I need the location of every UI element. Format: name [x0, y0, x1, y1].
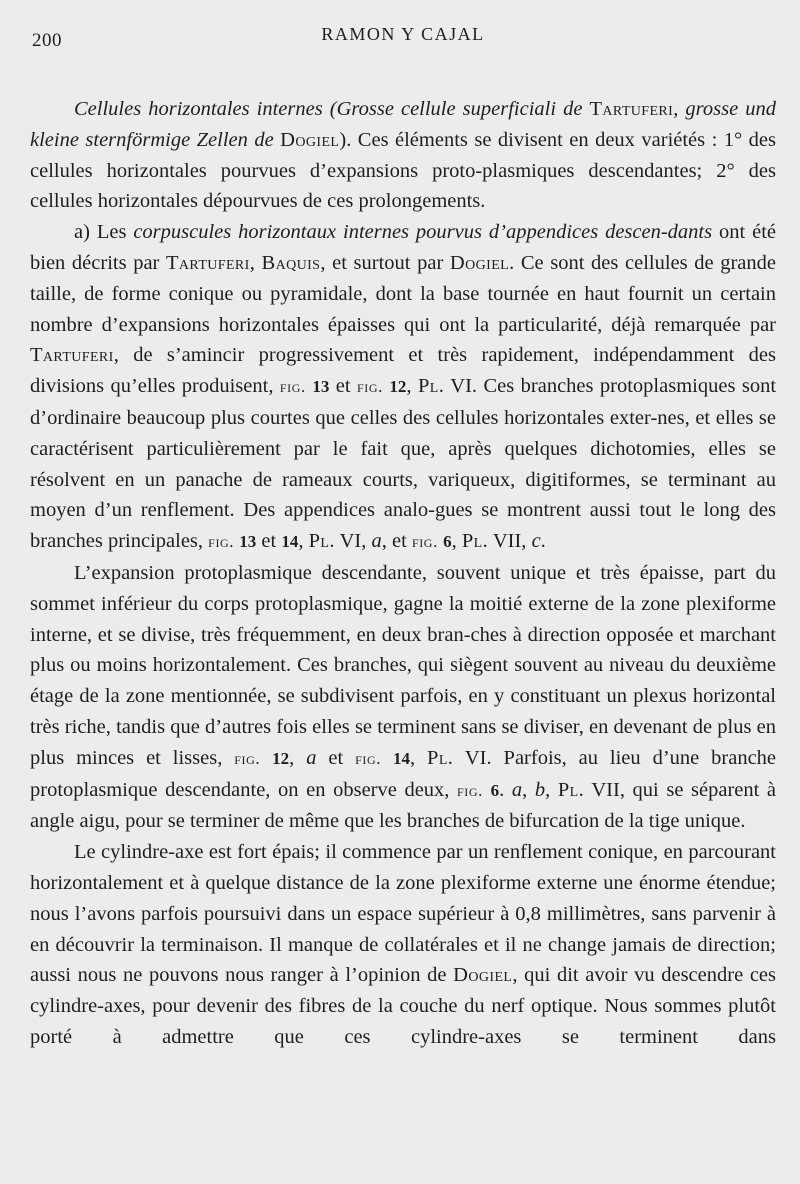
figure-number: 12 [272, 748, 290, 768]
text-run: a) Les [74, 221, 134, 244]
figure-number: 14 [281, 532, 299, 552]
text-run: , [522, 778, 535, 801]
text-run: , [249, 251, 262, 274]
plate-reference: Pl. [427, 746, 454, 769]
text-run: VI. Parfois, au lieu d’une branche protoplasmique descendante, on en observe deux, [30, 746, 777, 801]
text-run: Le cylindre-axe est fort épais; il commence par un renflement conique, en parcourant horizontalement et à quelque distance de la zone plexiforme externe une énorme étendue; nous l’avons parfois poursuivi dans un espace supérieur à 0,8 millimètres, sans parvenir à en découvrir la terminaison. Il manque de collatérales et il ne change jamais de direction; aussi nous ne pouvons nous ranger à l’opinion de [30, 841, 776, 987]
paragraph-descending-appendages [30, 217, 776, 558]
text-run: VI. Ces branches protoplasmiques sont d’ordinaire beaucoup plus courtes que celles des cellules horizontales exter-nes, et elles se caractérisent particulièrement par le fait que, après quelques dichotomies, elles se résolvent en un panache de rameaux courts, variqueux, digitiformes, se terminant au moyen d’un renflement. Des appendices analo-gues se montrent aussi tout le long des branches principales, [30, 375, 777, 553]
text-run: , [298, 530, 309, 553]
author-name: Dogiel [449, 251, 510, 274]
figure-number: 13 [239, 532, 257, 552]
text-run: et [329, 375, 357, 398]
figure-number: 14 [393, 748, 410, 768]
text-run: , et surtout par [320, 251, 450, 274]
paragraph-cylinder-axis [30, 837, 776, 1053]
figure-reference: fig. [234, 748, 261, 768]
text-run: , qui dit avoir vu descendre ces cylindre-axes, pour devenir des fibres de la couche du nerf optique. Nous sommes plutôt porté à admettre que ces cylindre-axes se terminent dans [30, 964, 776, 1048]
italic-text: a [371, 530, 382, 553]
text-run: , [410, 746, 428, 769]
figure-number: 12 [389, 377, 407, 397]
figure-number: 6 [490, 780, 500, 800]
figure-reference: fig. [411, 532, 438, 552]
author-name: Tartuferi [30, 344, 114, 367]
figure-reference: fig. [356, 377, 383, 397]
running-head: RAMON Y CAJAL [321, 24, 485, 44]
paragraph-horizontal-cells-intro [30, 94, 776, 217]
figure-reference: fig. [355, 748, 382, 768]
author-name: Dogiel [280, 128, 340, 151]
author-name: Dogiel [453, 964, 513, 987]
plate-reference: Pl. [417, 375, 445, 398]
figure-reference: fig. [457, 780, 484, 800]
page-number: 200 [32, 30, 62, 51]
figure-reference: fig. [279, 377, 306, 397]
italic-text: , grosse und kleine sternförmige Zellen de [30, 98, 776, 151]
text-run: , de s’amincir progressivement et très rapidement, indépendamment des divisions qu’elles produisent, [30, 344, 776, 398]
author-name: Tartuferi [589, 98, 674, 120]
page-header [30, 22, 776, 60]
text-run: VII, qui se séparent à angle aigu, pour se terminer de même que les branches de bifurcation de la tige unique. [30, 778, 777, 833]
text-run: L’expansion protoplasmique descendante, souvent unique et très épaisse, part du sommet inférieur du corps protoplasmique, gagne la moitié externe de la zone plexiforme interne, et se divise, très fréquemment, en deux bran-ches à direction opposée et marchant plus ou moins horizontalement. Ces branches, qui siègent souvent au niveau du deuxième étage de la zone mentionnée, se subdivisent parfois, en y constituant un plexus horizontal très riche, tandis que d’autres fois elles se terminent sans se diviser, en devenant de plus en plus minces et lisses, [30, 561, 776, 769]
text-run: , [545, 778, 558, 801]
text-run: . Ce sont des cellules de grande taille, de forme conique ou pyramidale, dont la base tournée en haut fournit un certain nombre d’expansions horizontales épaisses qui ont la particularité, déjà remarquée par [30, 251, 776, 336]
italic-text: a [306, 746, 317, 769]
text-run: , et [381, 530, 412, 553]
text-run: . [499, 778, 512, 801]
text-run: ). [339, 128, 358, 151]
italic-text: a [511, 778, 523, 801]
figure-number: 6 [443, 532, 452, 552]
text-run: Ces éléments se divisent en deux variétés : 1° des cellules horizontales pourvues d’expansions proto-plasmiques descendantes; 2° des cellules horizontales dépourvues de ces prolongements. [30, 128, 776, 213]
text-run: VII, [488, 530, 532, 553]
figure-number: 13 [312, 377, 330, 397]
text-run: et [256, 530, 282, 553]
text-run: , [289, 746, 307, 769]
italic-text: corpuscules horizontaux internes pourvus d’appendices descen-dants [133, 221, 713, 244]
italic-text: Cellules horizontales internes (Grosse cellule superficiali de [74, 98, 590, 120]
text-run: , [451, 530, 462, 553]
author-name: Baquis [261, 251, 321, 274]
plate-reference: Pl. [308, 530, 335, 553]
text-run: . [540, 530, 546, 553]
paragraph-descending-expansion [30, 558, 776, 837]
italic-text: b [534, 778, 546, 801]
plate-reference: Pl. [557, 778, 585, 801]
text-run: VI, [334, 530, 372, 553]
figure-reference: fig. [208, 532, 235, 552]
author-name: Tartuferi [166, 251, 250, 274]
italic-text: c [531, 530, 541, 553]
text-run: , [406, 375, 418, 398]
body-text [30, 94, 776, 1053]
text-run: ont été bien décrits par [30, 221, 776, 274]
text-run: et [316, 746, 356, 769]
plate-reference: Pl. [461, 530, 489, 553]
